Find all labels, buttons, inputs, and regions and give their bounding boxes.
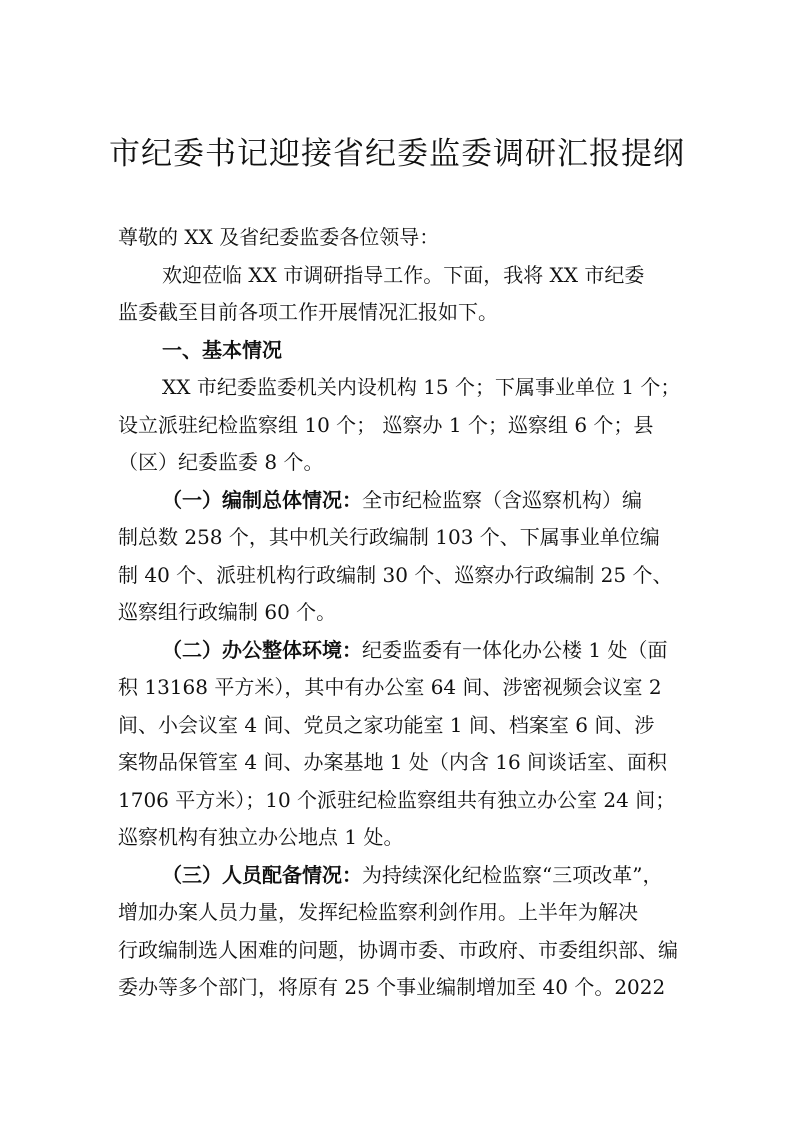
body-line: 案物品保管室 4 间、办案基地 1 处（内含 16 间谈话室、面积 [118,750,668,774]
body-line: （区）纪委监委 8 个。 [118,450,324,474]
body-line: 间、小会议室 4 间、党员之家功能室 1 间、档案室 6 间、涉 [118,713,655,737]
document-title: 市纪委书记迎接省纪委监委调研汇报提纲 [109,136,685,172]
subsection-heading: （二）办公整体环境： [162,638,362,662]
body-line: 增加办案人员力量，发挥纪检监察利剑作用。上半年为解决 [118,900,638,924]
body-line: 委办等多个部门，将原有 25 个事业编制增加至 40 个。2022 [118,975,666,999]
body-line: 行政编制选人困难的问题，协调市委、市政府、市委组织部、编 [118,938,678,962]
subsection-heading: （一）编制总体情况： [162,488,362,512]
subsection-line: （三）人员配备情况：为持续深化纪检监察“三项改革”， [162,863,663,887]
body-line: XX 市纪委监委机关内设机构 15 个；下属事业单位 1 个； [162,375,681,399]
body-line: 欢迎莅临 XX 市调研指导工作。下面，我将 XX 市纪委 [162,263,645,287]
body-line: 制总数 258 个，其中机关行政编制 103 个、下属事业单位编 [118,525,660,549]
section-heading: 一、基本情况 [162,338,282,362]
body-line: 监委截至目前各项工作开展情况汇报如下。 [118,300,498,324]
body-line: 1706 平方米）；10 个派驻纪检监察组共有独立办公室 24 间； [118,788,676,812]
body-line: 巡察组行政编制 60 个。 [118,600,337,624]
subsection-heading: （三）人员配备情况： [162,863,362,887]
body-line: 制 40 个、派驻机构行政编制 30 个、巡察办行政编制 25 个、 [118,563,673,587]
body-line: 积 13168 平方米），其中有办公室 64 间、涉密视频会议室 2 [118,675,662,699]
body-line: 尊敬的 XX 及省纪委监委各位领导： [118,225,440,249]
subsection-line: （二）办公整体环境：纪委监委有一体化办公楼 1 处（面 [162,638,668,662]
body-line: 设立派驻纪检监察组 10 个； 巡察办 1 个；巡察组 6 个；县 [118,413,654,437]
body-line: 巡察机构有独立办公地点 1 处。 [118,825,404,849]
subsection-line: （一）编制总体情况：全市纪检监察（含巡察机构）编 [162,488,642,512]
